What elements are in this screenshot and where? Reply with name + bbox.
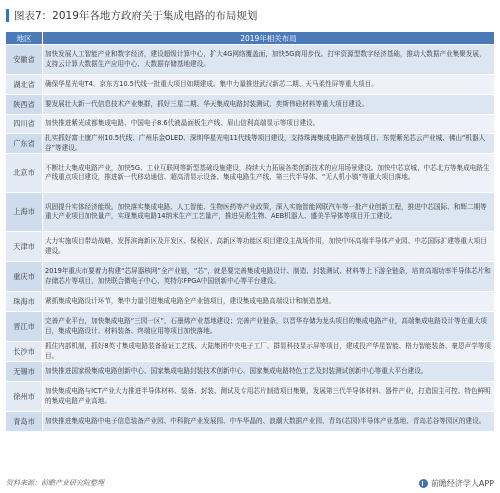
layout-cell: 紧抓集成电路设计环节，集中力量引进集成电路全产业链项目，建设集成电路高端设计和制造基地。 [43,292,495,312]
brand-logo-icon [419,479,428,488]
layout-cell: 加快集成电路与ICT产业大力推进半导体材料、装备、封装、测试及专用芯片制造项目集聚，发展第三代半导体材料、器件产业，打造国主可控、特色鲜明的集成电路产业高地。 [43,382,495,412]
table-row [6,154,495,193]
region-cell: 珠海市 [6,292,43,312]
table-row [6,45,495,75]
table-row [6,342,495,362]
layout-cell: 加快推进集成电路中电子信息装备产业园、中科院产业发展园、中车华晶的、浪潮大数据产业园、青岛(芯园)半导体产业基地、青岛芯谷等园区的建设。 [43,412,495,432]
brand-name: 前瞻经济学人APP [430,478,494,488]
layout-cell: 巩固提升实体经济能级。加快落实集成电路、人工智能、生物医药等产业政策，深入实施智能网联汽车等一批产业创新工程，推进中芯国际、和辉二期等重大产业项目加快量产，实现集成电路14纳米生产工艺量产，推进吴淞生物、AEB机器人、盛美半导体等项目开工建设。 [43,193,495,232]
region-cell: 晋江市 [6,312,43,342]
layout-cell: 完善产业平台，加快集成电路“三园一区”，石墨烯产业基地建设；完善产业链条，以晋华存储为龙头项目的集成电路产业，高端集成电路设计等在重大项目，集成电路设计、材料装备、终端应用等项目加快落地。 [43,312,495,342]
chart-title-bar [6,5,494,25]
table-row [6,412,495,432]
region-cell: 陕西省 [6,95,43,115]
table-row [6,312,495,342]
table-row [6,75,495,95]
region-cell: 广东省 [6,134,43,154]
region-cell: 天津市 [6,232,43,262]
layout-cell: 加快推进国家级集成电路创新中心、国家集成电路封装技术创新中心、国家集成电路特色工艺及封装测试创新中心等重大平台建设。 [43,362,495,382]
footer [6,476,494,490]
layout-cell: 扎实抓好富士康广州10.5代线、广州乐金OLED、深圳华星光电11代线等项目建设，支持珠海集成电路产业链项目、东莞紫光芯云产业城、佛山“机器人谷”等建设。 [43,134,495,154]
layout-cell: 不断壮大集成电路产业，加快5G、工业互联网等新型基础设施建设，持续大力拓展各类创新技术的应用场景建设。加快中芯京城、中芯北方等集成电路生产线重点项目建设，推进新一代移动通信、超高清显示设备、集成电路生产线、第三代半导体、“无人机小镇”等重大项目落地。 [43,154,495,193]
table-row [6,115,495,134]
region-cell: 长沙市 [6,342,43,362]
layout-cell: 2019年重庆市要着力构建“芯屏器核网”全产业链，“芯”，就是要完善集成电路设计、制造、封装测试、材料等上下游全链条，培育高端功率半导体芯片和存储芯片等项目，加快联合微电子中心、英特尔FPGA中国创新中心等平台建设。 [43,262,495,292]
table-row [6,232,495,262]
layout-table [5,31,495,432]
region-cell: 无锡市 [6,362,43,382]
table-row [6,262,495,292]
region-cell: 四川省 [6,115,43,134]
table-row [6,292,495,312]
table-row [6,95,495,115]
layout-cell: 加快推进紫光成都集成电路、中国电子8.6代液晶面板生产线、眉山信利高端显示等项目建设。 [43,115,495,134]
region-cell: 上海市 [6,193,43,232]
region-cell: 北京市 [6,154,43,193]
layout-cell: 要发展壮大新一代信息技术产业集群，抓好三星二期、华天集成电路封装测试、奕斯伟硅材料等重大项目建设。 [43,95,495,115]
header-region: 地区 [6,32,43,45]
layout-cell: 加快发展人工智能产业和数字经济，建设超级计算中心，扩大4G网络覆盖面，加快5G商用步伐。打牢资源型数字经济基础，推动大数据产业集聚发展，支持云计算大数据生产应用中心、大数据存储基地建设。 [43,45,495,75]
header-layout: 2019年相关布局 [43,32,495,45]
source-note: 资料来源：前瞻产业研究院整理 [6,479,104,487]
layout-cell: 确保华星光电T4、京东方10.5代线一批重大项目如期建成。集中力量推进武汉新芯二期、天马柔性屏等重大项目。 [43,75,495,95]
layout-cell: 抓住内部机制，抓好8英寸集成电路装备验证工艺线、大陆集团中央电子工厂、群显科技显示屏等项目，建成投产华星智能、格力智能装备、豪恩声学等项目。 [43,342,495,362]
table-row [6,193,495,232]
title-accent-bar [6,9,9,22]
region-cell: 青岛市 [6,412,43,432]
table-row [6,382,495,412]
table-row [6,362,495,382]
region-cell: 湖北省 [6,75,43,95]
region-cell: 徐州市 [6,382,43,412]
region-cell: 重庆市 [6,262,43,292]
table-row [6,134,495,154]
table-header-row [6,32,495,45]
brand-mark [419,478,494,489]
page-title: 图表7：2019年各地方政府关于集成电路的布局规划 [14,9,258,22]
region-cell: 安徽省 [6,45,43,75]
layout-cell: 大力实施项目带动战略，发挥滨海新区及开发区、保税区、高新区等功能区项目建设主战场作用，加快中环高端半导体产业园、中芯国际扩建等重大项目建设。 [43,232,495,262]
